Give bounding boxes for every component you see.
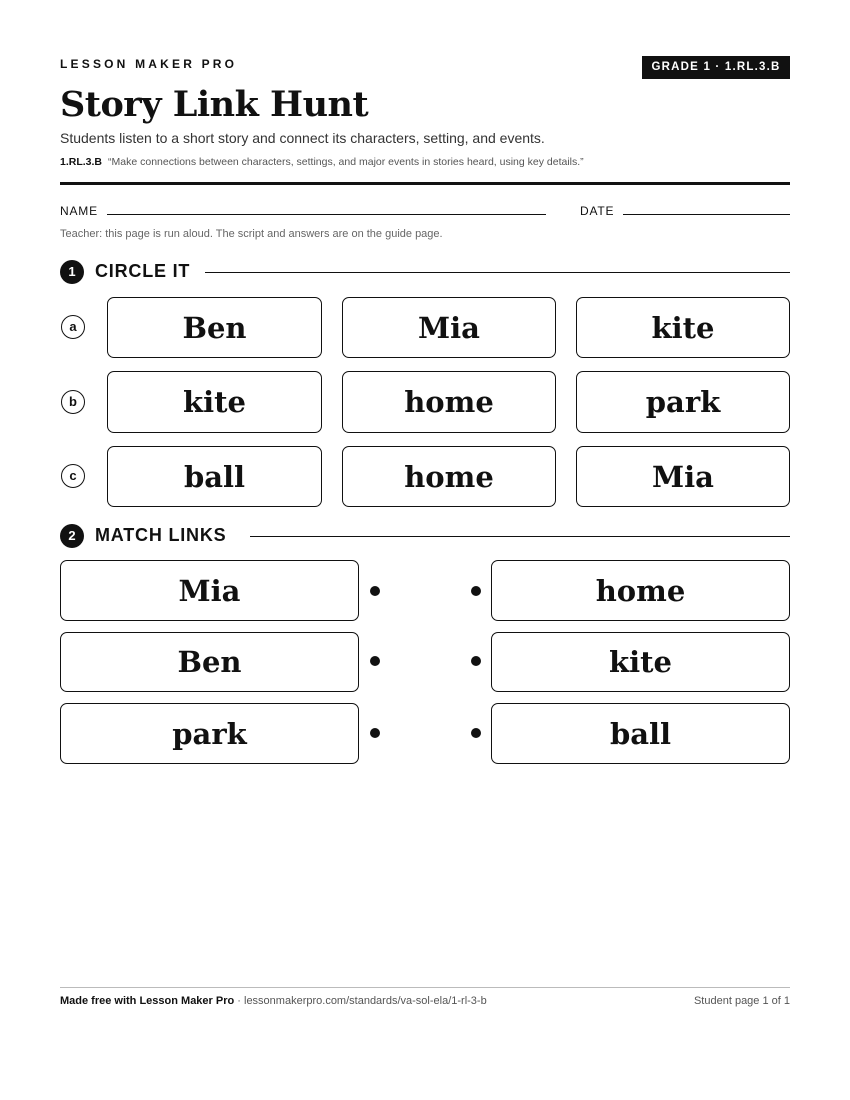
match-right-item[interactable]: kite <box>491 632 790 692</box>
grade-badge: GRADE 1 · 1.RL.3.B <box>642 56 790 79</box>
word-choice[interactable]: ball <box>107 446 322 507</box>
row-c-letter: c <box>61 464 85 488</box>
teacher-note: Teacher: this page is run aloud. The script and answers are on the guide page. <box>60 228 443 240</box>
footer-credit <box>60 995 487 1007</box>
match-left-dot[interactable] <box>370 728 380 738</box>
word-choice[interactable]: home <box>342 446 556 507</box>
word-choice[interactable]: park <box>576 371 790 433</box>
word-choice[interactable]: home <box>342 371 556 433</box>
page-subtitle: Students listen to a short story and connect its characters, setting, and events. <box>60 130 545 146</box>
match-left-item[interactable]: Mia <box>60 560 359 621</box>
page-title: Story Link Hunt <box>60 84 369 125</box>
footer-made-with: Made free with Lesson Maker Pro <box>60 995 235 1007</box>
section-2-rule <box>250 536 790 537</box>
name-label: NAME <box>60 204 98 218</box>
match-right-dot[interactable] <box>471 586 481 596</box>
row-a-letter: a <box>61 315 85 339</box>
match-right-dot[interactable] <box>471 656 481 666</box>
match-right-item[interactable]: home <box>491 560 790 621</box>
word-choice[interactable]: kite <box>107 371 322 433</box>
standard-text: “Make connections between characters, settings, and major events in stories heard, using key details.” <box>108 156 584 168</box>
date-field-line[interactable] <box>623 214 790 215</box>
footer-divider <box>60 987 790 988</box>
row-b-letter: b <box>61 390 85 414</box>
standard-code: 1.RL.3.B <box>60 156 103 168</box>
match-right-dot[interactable] <box>471 728 481 738</box>
word-choice[interactable]: kite <box>576 297 790 358</box>
section-1-rule <box>205 272 790 273</box>
name-field-line[interactable] <box>107 214 546 215</box>
match-left-item[interactable]: park <box>60 703 359 764</box>
section-1-number: 1 <box>60 260 84 284</box>
brand-name: LESSON MAKER PRO <box>60 57 238 71</box>
match-left-item[interactable]: Ben <box>60 632 359 692</box>
footer-page-label: Student page 1 of 1 <box>693 995 790 1007</box>
standard-line <box>60 156 584 168</box>
word-choice[interactable]: Mia <box>576 446 790 507</box>
section-2-number: 2 <box>60 524 84 548</box>
footer-url[interactable]: lessonmakerpro.com/standards/va-sol-ela/1-rl-3-b <box>244 995 487 1007</box>
footer-separator: · <box>234 995 244 1007</box>
section-2-title: MATCH LINKS <box>95 525 227 545</box>
match-left-dot[interactable] <box>370 656 380 666</box>
word-choice[interactable]: Mia <box>342 297 556 358</box>
section-1-title: CIRCLE IT <box>95 261 191 281</box>
match-right-item[interactable]: ball <box>491 703 790 764</box>
word-choice[interactable]: Ben <box>107 297 322 358</box>
date-label: DATE <box>580 204 615 218</box>
match-left-dot[interactable] <box>370 586 380 596</box>
header-divider <box>60 182 790 185</box>
